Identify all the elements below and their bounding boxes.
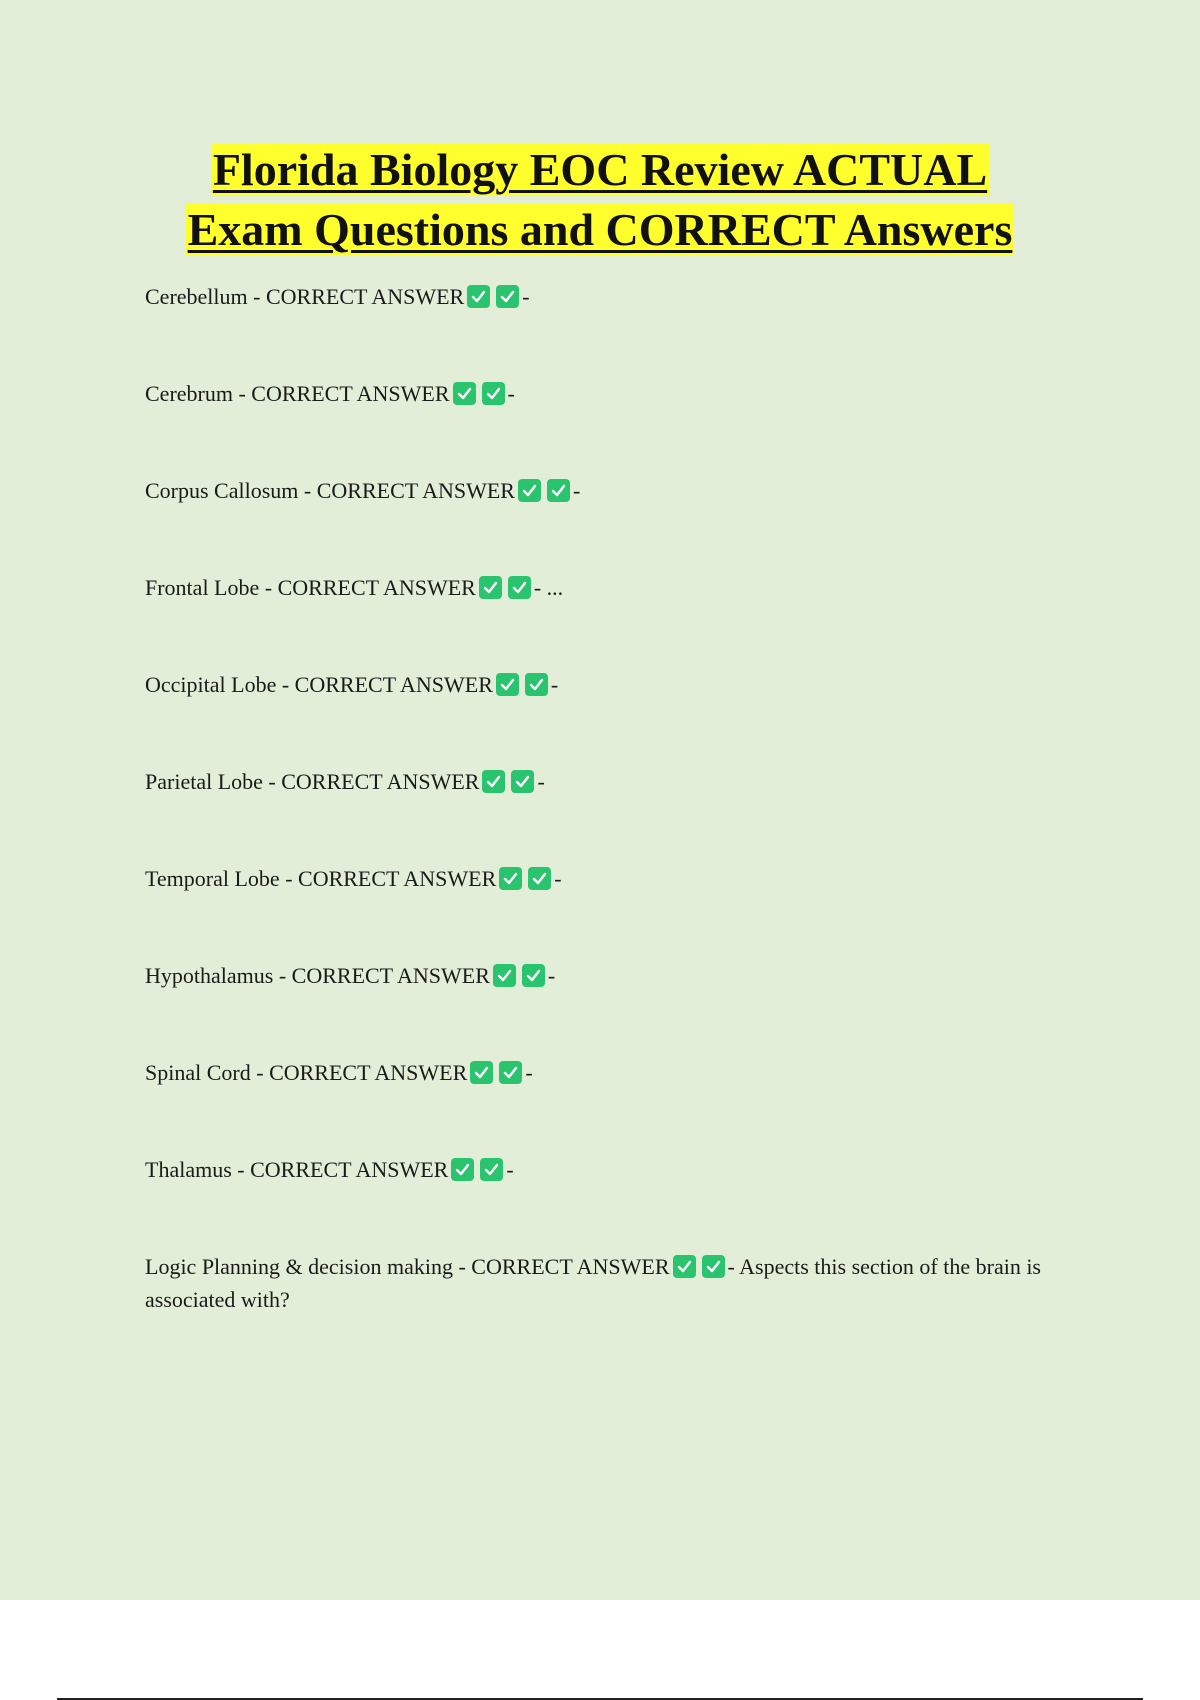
green-check-box-icon xyxy=(470,1061,493,1084)
green-check-box-icon xyxy=(511,770,534,793)
qa-term: Thalamus xyxy=(145,1157,232,1182)
qa-item: Frontal Lobe - CORRECT ANSWER - ... xyxy=(145,575,564,600)
qa-item: Logic Planning & decision making - CORRECT ANSWER - Aspects this section of the brain is associated with? xyxy=(145,1254,1041,1312)
qa-list xyxy=(145,280,1065,1380)
qa-item: Occipital Lobe - CORRECT ANSWER - xyxy=(145,672,559,697)
qa-term: Frontal Lobe xyxy=(145,575,260,600)
correct-answer-label: CORRECT ANSWER xyxy=(471,1254,670,1279)
qa-item: Cerebellum - CORRECT ANSWER - xyxy=(145,284,530,309)
qa-answer: - xyxy=(506,1157,514,1182)
qa-term: Parietal Lobe xyxy=(145,769,263,794)
qa-item: Thalamus - CORRECT ANSWER - xyxy=(145,1157,514,1182)
qa-term: Occipital Lobe xyxy=(145,672,277,697)
qa-term: Logic Planning & decision making xyxy=(145,1254,453,1279)
green-check-box-icon xyxy=(547,479,570,502)
green-check-box-icon xyxy=(525,673,548,696)
qa-item: Parietal Lobe - CORRECT ANSWER - xyxy=(145,769,545,794)
document-title xyxy=(0,140,1200,260)
green-check-box-icon xyxy=(518,479,541,502)
qa-answer: - xyxy=(572,478,581,503)
green-check-box-icon xyxy=(499,1061,522,1084)
qa-answer: - xyxy=(507,381,515,406)
correct-answer-label: CORRECT ANSWER xyxy=(316,478,515,503)
green-check-box-icon xyxy=(451,1158,474,1181)
correct-answer-label: CORRECT ANSWER xyxy=(250,1157,449,1182)
qa-answer: - xyxy=(550,672,559,697)
qa-term: Cerebrum xyxy=(145,381,233,406)
correct-answer-label: CORRECT ANSWER xyxy=(277,575,476,600)
qa-item: Hypothalamus - CORRECT ANSWER - xyxy=(145,963,556,988)
qa-term: Temporal Lobe xyxy=(145,866,280,891)
title-line-2: Exam Questions and CORRECT Answers xyxy=(187,204,1013,255)
green-check-box-icon xyxy=(528,867,551,890)
correct-answer-label: CORRECT ANSWER xyxy=(291,963,490,988)
green-check-box-icon xyxy=(496,673,519,696)
correct-answer-label: CORRECT ANSWER xyxy=(294,672,493,697)
title-line-1: Florida Biology EOC Review ACTUAL xyxy=(212,144,988,195)
green-check-box-icon xyxy=(482,382,505,405)
correct-answer-label: CORRECT ANSWER xyxy=(269,1060,468,1085)
qa-answer: - ... xyxy=(533,575,564,600)
green-check-box-icon xyxy=(480,1158,503,1181)
qa-answer: - xyxy=(525,1060,533,1085)
qa-item: Corpus Callosum - CORRECT ANSWER - xyxy=(145,478,581,503)
correct-answer-label: CORRECT ANSWER xyxy=(298,866,497,891)
green-check-box-icon xyxy=(467,285,490,308)
green-check-box-icon xyxy=(499,867,522,890)
green-check-box-icon xyxy=(702,1255,725,1278)
qa-term: Corpus Callosum xyxy=(145,478,299,503)
green-check-box-icon xyxy=(508,576,531,599)
qa-item: Cerebrum - CORRECT ANSWER - xyxy=(145,381,515,406)
qa-term: Cerebellum xyxy=(145,284,248,309)
green-check-box-icon xyxy=(482,770,505,793)
qa-answer: - xyxy=(554,866,562,891)
qa-term: Hypothalamus xyxy=(145,963,274,988)
qa-answer: - Aspects this section of the brain is associated with? xyxy=(145,1254,1041,1312)
green-check-box-icon xyxy=(493,964,516,987)
green-check-box-icon xyxy=(522,964,545,987)
qa-answer: - xyxy=(547,963,556,988)
correct-answer-label: CORRECT ANSWER xyxy=(281,769,480,794)
correct-answer-label: CORRECT ANSWER xyxy=(265,284,465,309)
qa-answer: - xyxy=(522,284,530,309)
green-check-box-icon xyxy=(673,1255,696,1278)
correct-answer-label: CORRECT ANSWER xyxy=(251,381,450,406)
qa-item: Temporal Lobe - CORRECT ANSWER - xyxy=(145,866,562,891)
qa-item: Spinal Cord - CORRECT ANSWER - xyxy=(145,1060,533,1085)
qa-answer: - xyxy=(537,769,545,794)
green-check-box-icon xyxy=(479,576,502,599)
green-check-box-icon xyxy=(496,285,519,308)
qa-term: Spinal Cord xyxy=(145,1060,251,1085)
green-check-box-icon xyxy=(453,382,476,405)
